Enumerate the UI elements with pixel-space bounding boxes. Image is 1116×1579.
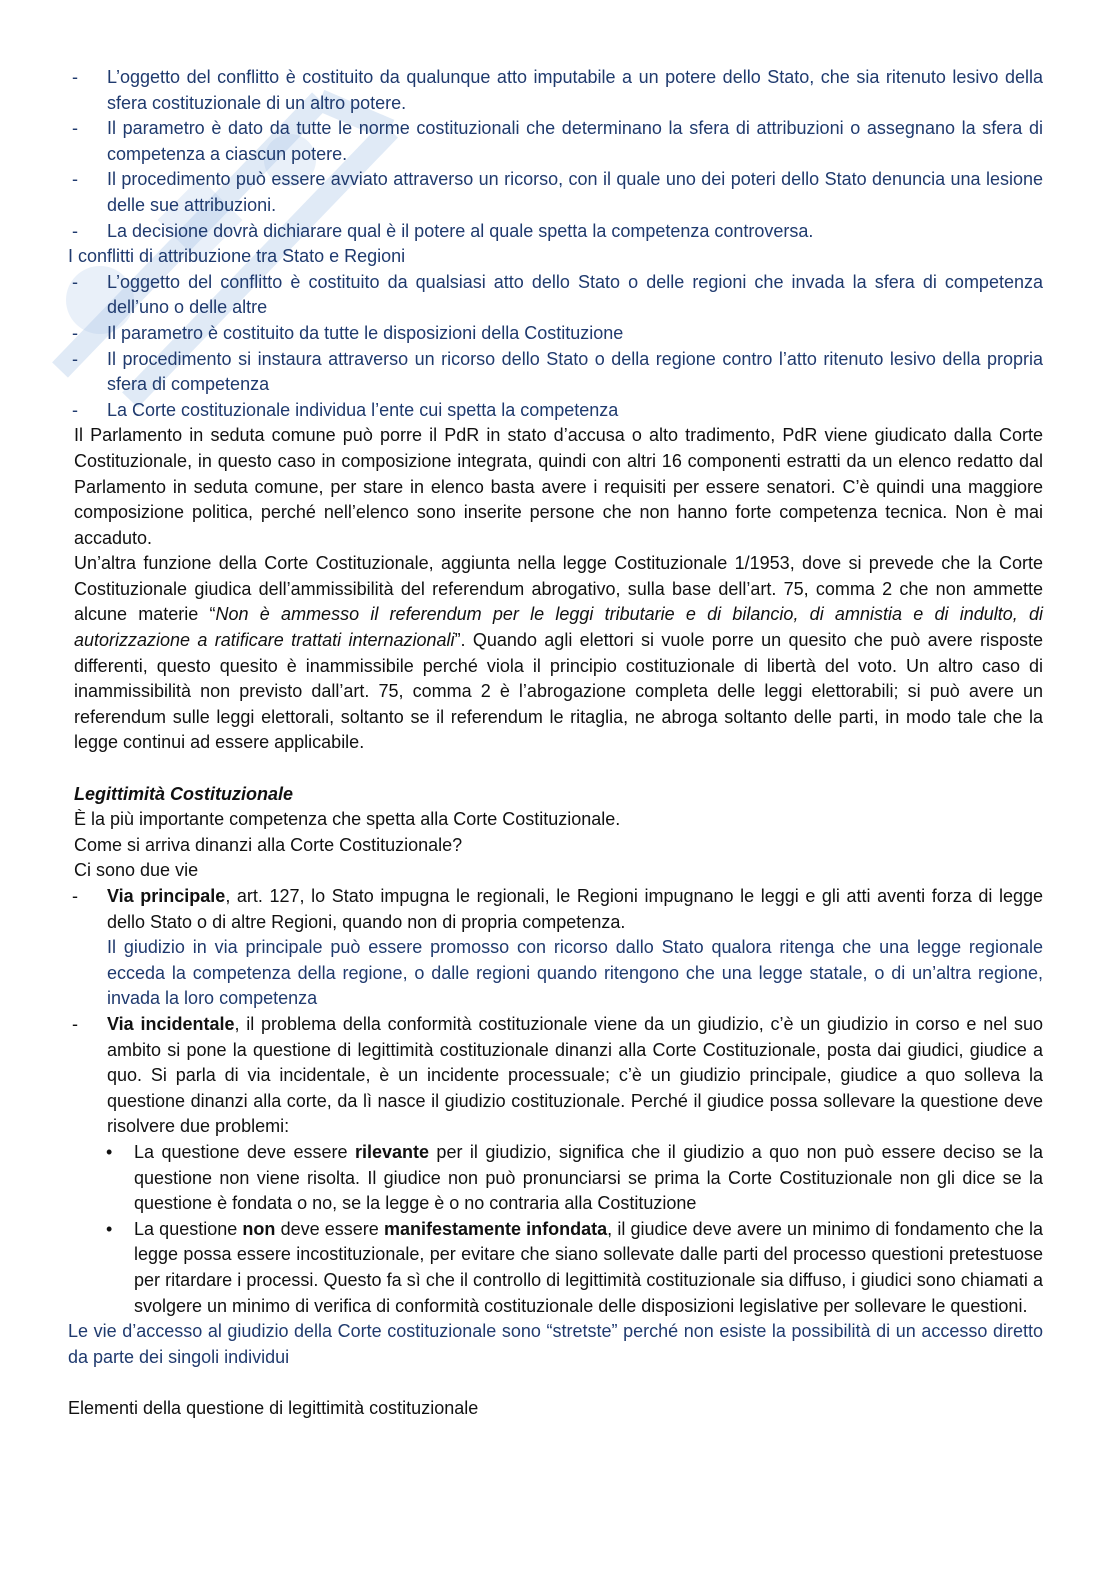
dash-marker: -	[72, 118, 78, 139]
note-via-principale: Il giudizio in via principale può essere promosso con ricorso dallo Stato qualora ritenga che una legge regionale ecceda la competenza della regione, o dalle regioni quando ritengono che una legge statale, o di un’altra regione, invada la loro competenza	[107, 937, 1043, 1009]
list-item: - L’oggetto del conflitto è costituito da qualsiasi atto dello Stato o delle regioni che invada la sfera di competenza dell’uno o delle altre	[72, 271, 1043, 318]
dash-marker: -	[72, 348, 78, 369]
dash-marker: -	[72, 271, 78, 292]
text-line: Ci sono due vie	[74, 860, 199, 881]
section-title-legittimita: Legittimità Costituzionale	[74, 783, 294, 804]
dash-marker: -	[72, 322, 78, 343]
list-item: - La Corte costituzionale individua l’ente cui spetta la competenza	[68, 398, 1043, 424]
bullet-marker: •	[106, 1218, 113, 1239]
list-item: - Il parametro è costituito da tutte le disposizioni della Costituzione	[68, 321, 1043, 347]
dash-marker: -	[72, 1013, 78, 1034]
list-item: - Il procedimento può essere avviato attraverso un ricorso, con il quale uno dei poteri dello Stato denuncia una lesione delle sue attribuzioni.	[72, 169, 1043, 215]
bullet-marker: •	[106, 1141, 113, 1162]
list-item: - L’oggetto del conflitto è costituito da qualunque atto imputabile a un potere dello Stato, che sia ritenuto lesivo della sfera costituzionale di un altro potere.	[72, 67, 1043, 113]
text-line: Come si arriva dinanzi alla Corte Costituzionale?	[74, 834, 463, 855]
list-item-via-principale: - Via principale, art. 127, lo Stato impugna le regionali, le Regioni impugnano le leggi e gli atti aventi forza di legge dello Stato o di altre Regioni, quando non di propria competenza.	[72, 886, 1043, 932]
dash-marker: -	[72, 169, 78, 190]
section-heading-elementi: Elementi della questione di legittimità costituzionale	[68, 1397, 479, 1418]
paragraph-referendum: Un’altra funzione della Corte Costituzionale, aggiunta nella legge Costituzionale 1/1953, dove si prevede che la Corte Costituzionale giudica dell’ammissibilità del referendum abrogativo, sulla base dell’art. 75, comma 2 che non ammette alcune materie “Non è ammesso il referendum per le leggi tributarie e di bilancio, di amnistia e di indulto, di autorizzazione a ratificare trattati internazionali”. Quando agli elettori si vuole porre un quesito che può avere risposte differenti, questo quesito è inammissibile perché viola il principio costituzionale di libertà del voto. Un altro caso di inammissibilità non previsto dall’art. 75, comma 2 è l’abrogazione completa delle leggi elettorabili; si può avere un referendum sulle leggi elettorali, soltanto se il referendum le ritaglia, ne abroga soltanto delle parti, in modo tale che la legge continui ad essere applicabile.	[74, 553, 1044, 753]
quote-art-75: Non è ammesso il referendum per le leggi tributarie e di bilancio, di amnistia e di indulto, di autorizzazione a ratificare trattati internazionali	[74, 604, 1044, 651]
bullet-item-infondata: • La questione non deve essere manifestamente infondata, il giudice deve avere un minimo di fondamento che la legge possa essere incostituzionale, per evitare che siano sollevate dalle parti del processo questioni pretestuose per ritardare i processi. Questo fa sì che il controllo di legittimità costituzionale sia diffuso, i giudici sono chiamati a svolgere un minimo di verifica di conformità costituzionale delle disposizioni legislative per sollevare le questioni.	[106, 1218, 1043, 1316]
paragraph-pdr: Il Parlamento in seduta comune può porre il PdR in stato d’accusa o alto tradimento, PdR viene giudicato dalla Corte Costituzionale, in questo caso in composizione integrata, quindi con altri 16 componenti estratti da un elenco redatto dal Parlamento in seduta comune, per stare in elenco basta avere i requisiti per essere senatori. C’è quindi una maggiore composizione politica, perché nell’elenco sono inserite persone che non hanno forte competenza tecnica. Non è mai accaduto.	[74, 425, 1043, 548]
paragraph-vie-accesso: Le vie d’accesso al giudizio della Corte costituzionale sono “stretste” perché non esiste la possibilità di un accesso diretto da parte dei singoli individui	[68, 1321, 1043, 1367]
section-heading-regioni: I conflitti di attribuzione tra Stato e Regioni	[68, 246, 406, 267]
text-line: È la più importante competenza che spetta alla Corte Costituzionale.	[74, 809, 621, 830]
list-item: - Il parametro è dato da tutte le norme costituzionali che determinano la sfera di attribuzioni o assegnano la sfera di competenza a ciascun potere.	[72, 118, 1043, 164]
dash-marker: -	[72, 220, 78, 241]
list-item-via-incidentale: - Via incidentale, il problema della conformità costituzionale viene da un giudizio, c’è un giudizio in corso e nel suo ambito si pone la questione di legittimità costituzionale dinanzi alla Corte Costituzionale, posta dai giudici, giudice a quo. Si parla di via incidentale, è un incidente processuale; c’è un giudizio principale, giudice a quo solleva la questione dinanzi alla corte, da lì nasce il giudizio costituzionale. Perché il giudice possa sollevare la questione deve risolvere due problemi:	[72, 1013, 1044, 1137]
dash-marker: -	[72, 399, 78, 420]
list-item: - La decisione dovrà dichiarare qual è il potere al quale spetta la competenza controversa.	[68, 219, 1043, 245]
dash-marker: -	[72, 67, 78, 87]
document-page	[68, 65, 1043, 1421]
list-item: - Il procedimento si instaura attraverso un ricorso dello Stato o della regione contro l’atto ritenuto lesivo della propria sfera di competenza	[72, 348, 1043, 395]
bullet-item-rilevante: • La questione deve essere rilevante per il giudizio, significa che il giudizio a quo non può essere deciso se la questione non viene risolta. Il giudice non può pronunciarsi se prima la Corte Costituzionale non gli dice se la questione è fondata o no, se la legge è o no contraria alla Costituzione	[106, 1141, 1043, 1214]
dash-marker: -	[72, 886, 78, 906]
